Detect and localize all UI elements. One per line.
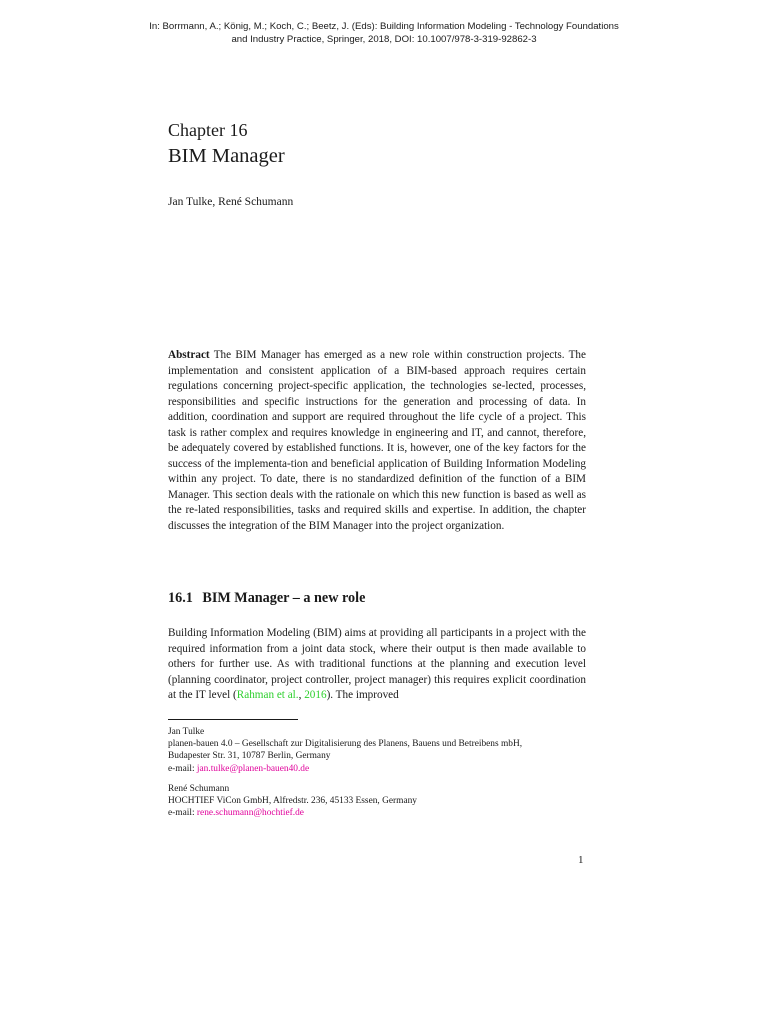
author-email-line: [168, 763, 588, 775]
abstract: [168, 348, 586, 534]
author-affiliation: HOCHTIEF ViCon GmbH, Alfredstr. 236, 45133 Essen, Germany: [168, 796, 417, 807]
author-footnote: [168, 783, 588, 820]
email-label: e-mail:: [168, 808, 197, 819]
chapter-title: BIM Manager: [168, 145, 285, 167]
footnote-divider: [168, 719, 298, 720]
author-name: René Schumann: [168, 784, 230, 794]
author-affiliation: planen-bauen 4.0 – Gesellschaft zur Digitalisierung des Planens, Bauens und Betreibens mbH,: [168, 739, 523, 750]
citation-year-link[interactable]: 2016: [304, 689, 327, 701]
author-list: Jan Tulke, René Schumann: [168, 196, 294, 208]
section-number: 16.1: [168, 590, 193, 606]
author-email-link[interactable]: rene.schumann@hochtief.de: [196, 808, 304, 819]
citation-separator: ,: [298, 689, 305, 701]
section-body: [168, 626, 586, 704]
author-footnote: [168, 726, 588, 775]
abstract-label: Abstract: [168, 349, 210, 361]
author-address: Budapester Str. 31, 10787 Berlin, Germany: [168, 751, 331, 762]
section-title: BIM Manager – a new role: [202, 590, 366, 606]
citation-author-link[interactable]: Rahman et al.: [236, 689, 299, 701]
citation-header-line-2: and Industry Practice, Springer, 2018, DOI: 10.1007/978-3-319-92862-3: [231, 34, 537, 45]
citation-header: [0, 20, 768, 46]
abstract-text: The BIM Manager has emerged as a new role within construction projects. The implementation and consistent application of a BIM-based approach requires certain regulations concerning project-specific application, the technologies se-lected, processes, responsibilities and specific instructions for the generation and processing of data. In addition, coordination and support are required throughout the life cycle of a project. This task is rather complex and requires knowledge in engineering and IT, and cannot, therefore, be adequately covered by established functions. It is, however, one of the key factors for the success of the implementa-tion and beneficial application of Building Information Modeling within any project. To date, there is no standardized definition of the function of a BIM Manager. This section deals with the rationale on which this new function is based as well as the re-lated responsibilities, tasks and required skills and expertise. In addition, the chapter discusses the integration of the BIM Manager into the project organization.: [168, 349, 586, 532]
section-heading: [168, 589, 365, 608]
email-label: e-mail:: [168, 763, 197, 774]
section-body-text-continued: ). The improved: [326, 689, 399, 701]
section-body-text: Building Information Modeling (BIM) aims at providing all participants in a project with the required information from a joint data stock, where their output is then made available to others for further use. As with traditional functions at the planning and execution level (planning coordinator, project controller, project manager) this requires explicit coordination at the IT level (: [168, 627, 586, 701]
chapter-label: Chapter 16: [168, 120, 248, 140]
author-name: Jan Tulke: [168, 727, 205, 737]
page-number: 1: [578, 854, 584, 866]
author-email-line: [168, 807, 588, 819]
author-email-link[interactable]: jan.tulke@planen-bauen40.de: [196, 763, 310, 774]
citation-header-line-1: In: Borrmann, A.; König, M.; Koch, C.; Beetz, J. (Eds): Building Information Modeling - Technology Foundations: [149, 21, 619, 32]
